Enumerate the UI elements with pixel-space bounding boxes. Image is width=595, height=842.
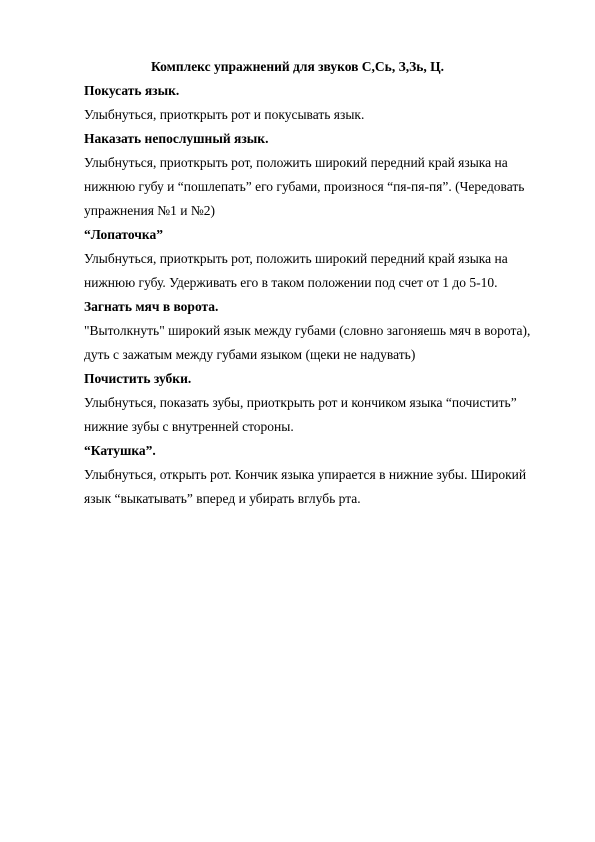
exercise-description — [84, 322, 544, 370]
exercise-description — [84, 106, 544, 130]
exercise-section — [84, 130, 544, 226]
exercise-heading: Покусать язык. — [84, 83, 180, 98]
document-body — [84, 82, 544, 514]
text-line: Улыбнуться, приоткрыть рот, положить широкий передний край языка на — [84, 251, 508, 266]
exercise-section — [84, 370, 544, 442]
exercise-description — [84, 466, 544, 514]
exercise-heading: Загнать мяч в ворота. — [84, 299, 219, 314]
exercise-section — [84, 82, 544, 130]
text-line: Улыбнуться, приоткрыть рот, положить широкий передний край языка на — [84, 155, 508, 170]
text-line: дуть с зажатым между губами языком (щеки не надувать) — [84, 347, 416, 362]
exercise-description — [84, 250, 544, 298]
exercise-section — [84, 298, 544, 370]
exercise-heading: Почистить зубки. — [84, 371, 192, 386]
text-line: язык “выкатывать” вперед и убирать вглубь рта. — [84, 491, 361, 506]
exercise-heading: “Лопаточка” — [84, 227, 163, 242]
text-line: нижнюю губу. Удерживать его в таком положении под счет от 1 до 5-10. — [84, 275, 498, 290]
text-line: нижние зубы с внутренней стороны. — [84, 419, 294, 434]
exercise-description — [84, 154, 544, 226]
text-line: Улыбнуться, показать зубы, приоткрыть рот и кончиком языка “почистить” — [84, 395, 517, 410]
text-line: Улыбнуться, приоткрыть рот и покусывать язык. — [84, 107, 365, 122]
exercise-heading: Наказать непослушный язык. — [84, 131, 269, 146]
text-line: упражнения №1 и №2) — [84, 203, 216, 218]
exercise-heading: “Катушка”. — [84, 443, 156, 458]
text-line: нижнюю губу и “пошлепать” его губами, произнося “пя-пя-пя”. (Чередовать — [84, 179, 525, 194]
text-line: "Вытолкнуть" широкий язык между губами (словно загоняешь мяч в ворота), — [84, 323, 531, 338]
exercise-section — [84, 226, 544, 298]
exercise-section — [84, 442, 544, 514]
exercise-description — [84, 394, 544, 442]
text-line: Улыбнуться, открыть рот. Кончик языка упирается в нижние зубы. Широкий — [84, 467, 527, 482]
document-title: Комплекс упражнений для звуков С,Сь, З,Зь, Ц. — [151, 59, 444, 74]
